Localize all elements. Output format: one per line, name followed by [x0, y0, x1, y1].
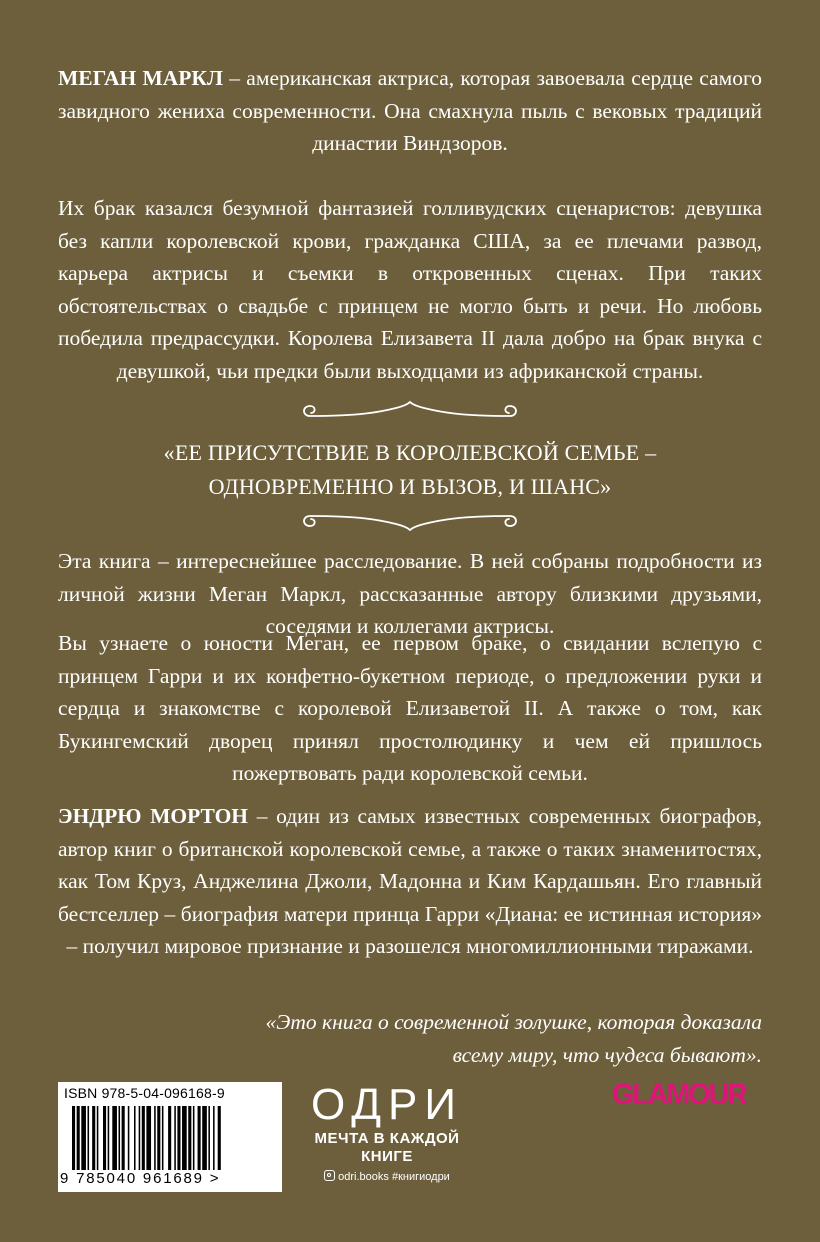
intro-text: – американская актриса, которая завоевала сердце самого завидного жениха современности. Она смахнула пыль с вековых традиций династии Виндзоров. — [58, 66, 762, 155]
publisher-social-text: odri.books #книгиодри — [338, 1171, 450, 1183]
barcode-digits: 9 785040 961689 > — [60, 1170, 221, 1187]
book-description-text: Эта книга – интереснейшее расследование. В ней собраны подробности из личной жизни Меган Маркл, рассказанные автору близкими друзьями, соседями и коллегами актрисы. — [58, 549, 762, 638]
book-contents — [58, 627, 762, 790]
glamour-logo: GLAMOUR — [612, 1078, 746, 1111]
highlight-quote — [58, 436, 762, 504]
ornament-bottom-icon — [300, 508, 520, 534]
ornament-top-icon — [300, 398, 520, 424]
publisher-tagline-line1: МЕЧТА В КАЖДОЙ — [314, 1130, 460, 1147]
highlight-quote-line2: ОДНОВРЕМЕННО И ВЫЗОВ, И ШАНС» — [208, 474, 612, 499]
endorsement-quote — [162, 1006, 762, 1071]
author-bio: – один из самых известных современных биографов, автор книг о британской королевской семье, а также о таких знаменитостях, как Том Круз, Анджелина Джоли, Мадонна и Ким Кардашьян. Его главный бестселлер – биография матери принца Гарри «Диана: ее истинная история» – получил мировое признание и разошелся многомиллионными тиражами. — [58, 804, 763, 958]
author-name: ЭНДРЮ МОРТОН — [58, 804, 249, 828]
story-text: Их брак казался безумной фантазией голливудских сценаристов: девушка без капли королевской крови, гражданка США, за ее плечами развод, карьера актрисы и съемки в откровенных сценах. При таких обстоятельствах о свадьбе с принцем не могло быть и речи. Но любовь победила предрассудки. Королева Елизавета II дала добро на брак внука с девушкой, чьи предки были выходцами из африканской страны. — [58, 196, 762, 383]
intro-name: МЕГАН МАРКЛ — [58, 66, 224, 90]
publisher-name: ОДРИ — [310, 1080, 464, 1129]
publisher-logo — [298, 1080, 476, 1185]
barcode-icon — [72, 1106, 272, 1170]
instagram-icon — [324, 1170, 335, 1181]
story-paragraph — [58, 192, 762, 387]
isbn-label: ISBN 978-5-04-096168-9 — [64, 1085, 225, 1101]
highlight-quote-line1: «ЕЕ ПРИСУТСТВИЕ В КОРОЛЕВСКОЙ СЕМЬЕ – — [163, 440, 657, 465]
endorsement-line2: всему миру, что чудеса бывают». — [452, 1042, 762, 1067]
endorsement-line1: «Это книга о современной золушке, которая доказала — [265, 1010, 762, 1034]
publisher-tagline-line2: КНИГЕ — [361, 1148, 413, 1165]
author-paragraph — [58, 800, 762, 963]
publisher-social — [298, 1169, 476, 1185]
intro-paragraph — [58, 62, 762, 160]
book-contents-text: Вы узнаете о юности Меган, ее первом браке, о свидании вслепую с принцем Гарри и их конфетно-букетном периоде, о предложении руки и сердца и знакомстве с королевой Елизаветой II. А также о том, как Букингемский дворец принял простолюдинку и чем ей пришлось пожертвовать ради королевской семьи. — [58, 631, 762, 785]
isbn-barcode-box — [58, 1082, 282, 1192]
